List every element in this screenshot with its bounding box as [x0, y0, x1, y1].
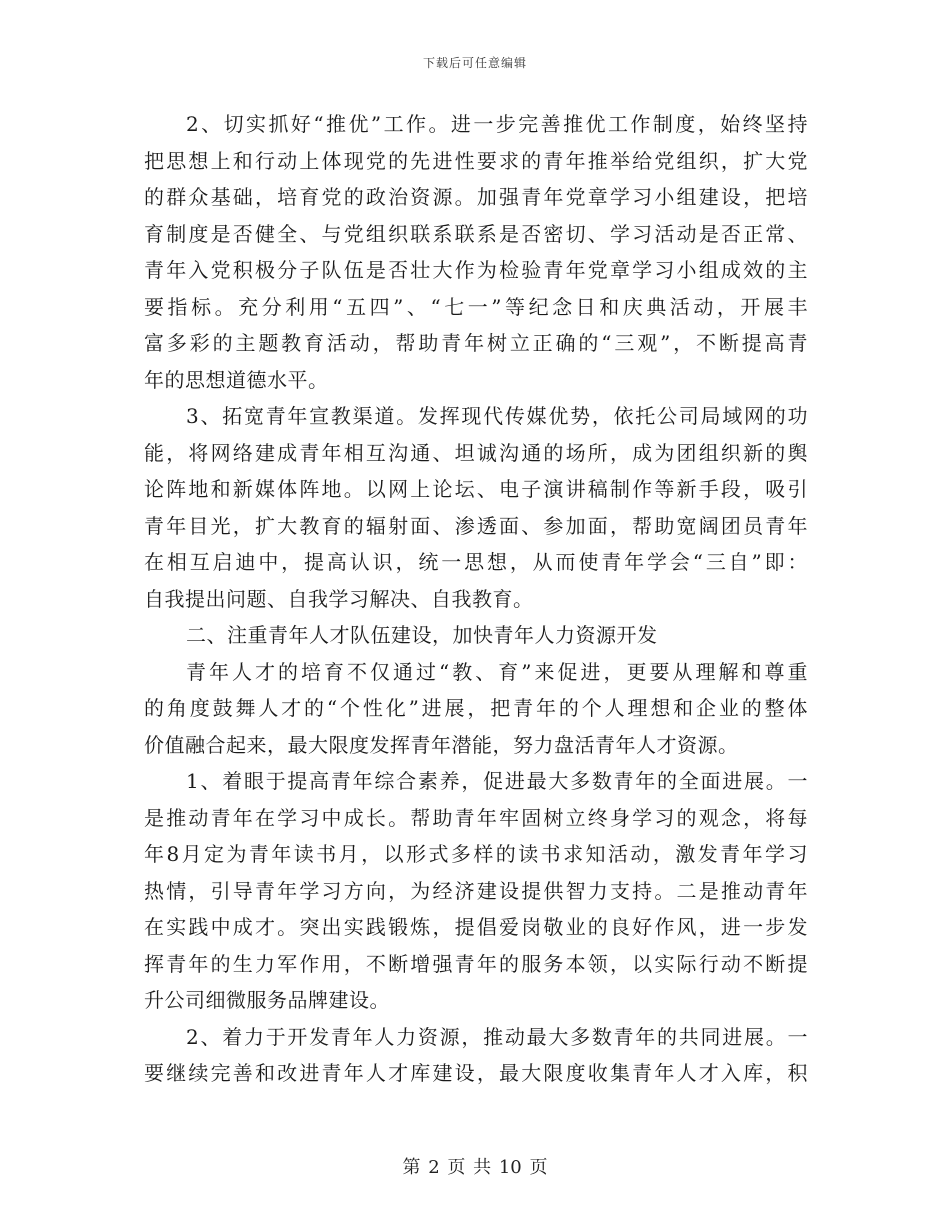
text-line: 挥青年的生力军作用，不断增强青年的服务本领，以实际行动不断提 — [144, 951, 808, 976]
text-line: 2、着力于开发青年人力资源，推动最大多数青年的共同进展。一 — [186, 1024, 808, 1049]
text-line: 是推动青年在学习中成长。帮助青年牢固树立终身学习的观念，将每 — [144, 805, 808, 830]
text-line: 1、着眼于提高青年综合素养，促进最大多数青年的全面进展。一 — [186, 769, 808, 793]
text-line: 的角度鼓舞人才的“个性化”进展，把青年的个人理想和企业的整体 — [144, 696, 808, 720]
text-line: 价值融合起来，最大限度发挥青年潜能，努力盘活青年人才资源。 — [144, 732, 739, 757]
text-line: 年8月定为青年读书月，以形式多样的读书求知活动，激发青年学习 — [144, 842, 808, 866]
text-line: 论阵地和新媒体阵地。以网上论坛、电子演讲稿制作等新手段，吸引 — [144, 477, 808, 501]
text-line: 富多彩的主题教育活动，帮助青年树立正确的“三观”，不断提高青 — [144, 331, 808, 355]
text-line: 能，将网络建成青年相互沟通、坦诚沟通的场所，成为团组织新的舆 — [144, 440, 808, 465]
text-line: 青年入党积极分子队伍是否壮大作为检验青年党章学习小组成效的主 — [144, 258, 808, 282]
page-footer: 第 2 页 共 10 页 — [402, 1157, 548, 1178]
text-line: 的群众基础，培育党的政治资源。加强青年党章学习小组建设，把培 — [144, 185, 808, 209]
page-header-note: 下载后可任意编辑 — [422, 56, 527, 70]
text-line: 把思想上和行动上体现党的先进性要求的青年推举给党组织，扩大党 — [144, 148, 808, 173]
text-line: 在实践中成才。突出实践锻炼，提倡爱岗敬业的良好作风，进一步发 — [144, 915, 808, 939]
text-line: 升公司细微服务品牌建设。 — [144, 988, 390, 1012]
text-line: 热情，引导青年学习方向，为经济建设提供智力支持。二是推动青年 — [144, 878, 808, 903]
text-line: 3、拓宽青年宣教渠道。发挥现代传媒优势，依托公司局域网的功 — [186, 404, 808, 428]
text-line: 青年目光，扩大教育的辐射面、渗透面、参加面，帮助宽阔团员青年 — [144, 513, 808, 538]
text-line: 要指标。充分利用“五四”、“七一”等纪念日和庆典活动，开展丰 — [144, 294, 808, 319]
section-heading: 二、注重青年人才队伍建设，加快青年人力资源开发 — [186, 623, 658, 647]
text-line: 自我提出问题、自我学习解决、自我教育。 — [144, 586, 534, 611]
text-line: 青年人才的培育不仅通过“教、育”来促进，更要从理解和尊重 — [186, 659, 808, 684]
text-line: 2、切实抓好“推优”工作。进一步完善推优工作制度，始终坚持 — [186, 112, 808, 136]
document-body — [144, 106, 808, 1092]
text-line: 在相互启迪中，提高认识，统一思想，从而使青年学会“三自”即： — [144, 550, 808, 574]
text-line: 年的思想道德水平。 — [144, 367, 329, 392]
text-line: 育制度是否健全、与党组织联系联系是否密切、学习活动是否正常、 — [144, 221, 808, 246]
text-line: 要继续完善和改进青年人才库建设，最大限度收集青年人才入库，积 — [144, 1061, 808, 1085]
